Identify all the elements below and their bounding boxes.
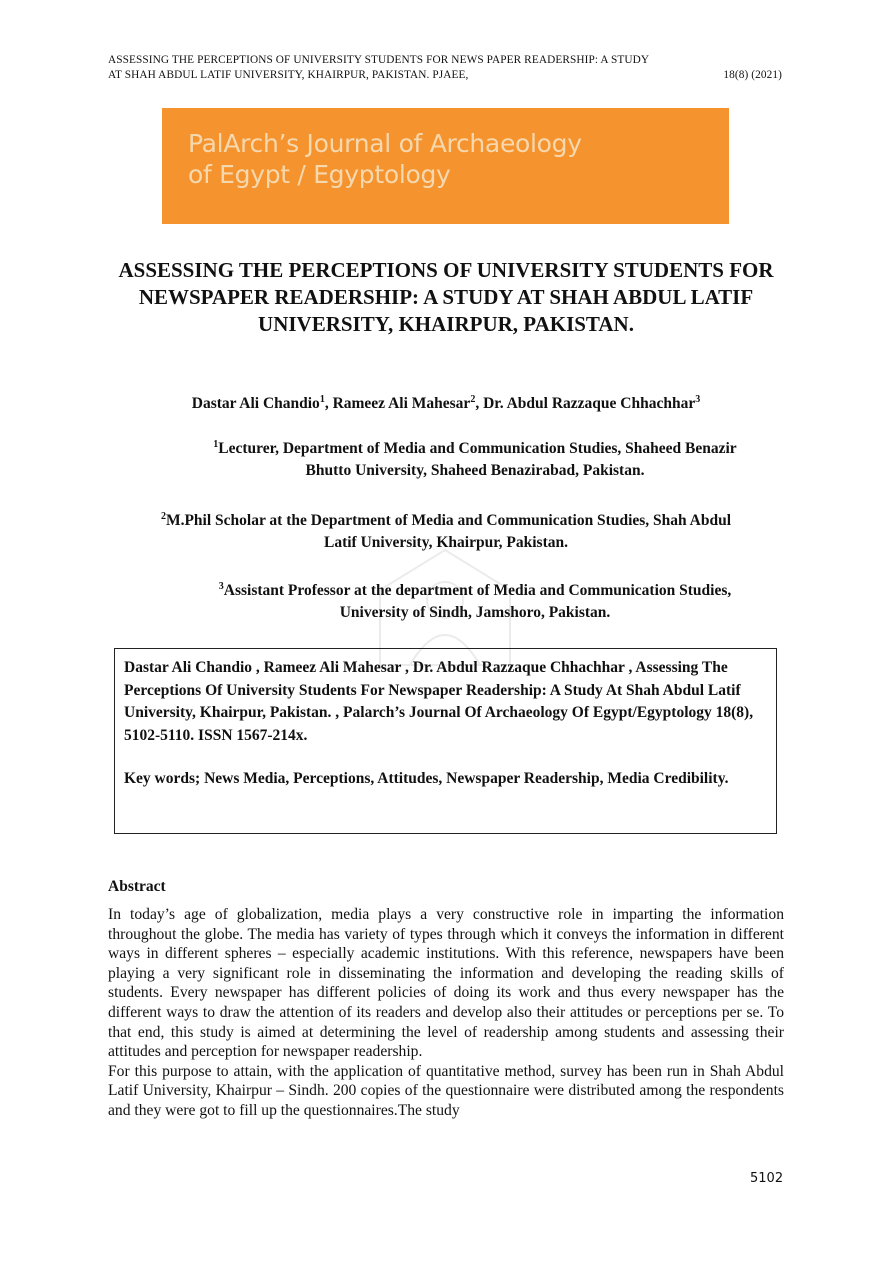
affiliation-marker: 2 [160,510,166,522]
page-number: 5102 [750,1171,784,1186]
citation-text: Dastar Ali Chandio , Rameez Ali Mahesar , Dr. Abdul Razzaque Chhachhar , Assessing The Perceptions Of University Students For Newspaper Readership: A Study At Shah Abdul Latif University, Khairpur, Pakistan. , Palarch’s Journal Of Archaeology Of Egypt/Egyptology 18(8), 5102-5110. ISSN 1567-214x. [124,659,754,744]
affiliation-line: University of Sindh, Jamshoro, Pakistan. [339,604,611,621]
affiliation-line: Latif University, Khairpur, Pakistan. [323,534,568,551]
author-name: Dastar Ali Chandio [191,395,320,412]
paper-title-line-1: ASSESSING THE PERCEPTIONS OF UNIVERSITY STUDENTS FOR [118,258,774,282]
author-affiliation-marker: 3 [695,393,701,405]
paper-title-line-2: NEWSPAPER READERSHIP: A STUDY AT SHAH ABDUL LATIF [138,285,754,309]
author-separator: , [324,395,333,412]
paper-title [108,257,784,338]
abstract-heading: Abstract [108,878,166,895]
affiliation-3 [160,580,790,624]
author-name: Dr. Abdul Razzaque Chhachhar [483,395,696,412]
citation-box [114,648,777,834]
abstract-body [108,905,784,1121]
journal-banner-line-2: of Egypt / Egyptology [188,160,451,189]
abstract-paragraph-1: In today’s age of globalization, media plays a very constructive role in imparting the information throughout the globe. The media has variety of types through which it conveys the information in different ways in different spheres – especially academic institutions. With this reference, newspapers have been playing a very significant role in disseminating the information and developing the reading skills of students. Every newspaper has different policies of doing its work and thus every newspaper has the different ways to draw the attention of its readers and develop also their attitudes or perceptions per se. To that end, this study is aimed at determining the level of readership among students and assessing their attitudes and perception for newspaper readership. [108,906,784,1061]
running-header-volume: 18(8) (2021) [723,69,782,81]
running-header-title-part-2: AT SHAH ABDUL LATIF UNIVERSITY, KHAIRPUR, PAKISTAN. PJAEE, [108,69,469,81]
running-header-line-1 [108,53,782,68]
author-separator: , [475,395,484,412]
journal-banner-text [188,128,582,190]
keywords: Key words; News Media, Perceptions, Attitudes, Newspaper Readership, Media Credibility. [124,770,729,787]
affiliation-1 [160,438,790,482]
affiliation-line: Lecturer, Department of Media and Communication Studies, Shaheed Benazir [218,440,737,457]
affiliation-marker: 3 [218,580,224,592]
author-affiliation-marker: 2 [470,393,476,405]
running-header-line-2 [108,68,782,83]
running-header [108,53,782,83]
affiliation-marker: 1 [213,438,219,450]
author-affiliation-marker: 1 [319,393,325,405]
author-name: Rameez Ali Mahesar [332,395,471,412]
abstract-paragraph-2: For this purpose to attain, with the application of quantitative method, survey has been run in Shah Abdul Latif University, Khairpur – Sindh. 200 copies of the questionnaire were distributed among the respondents and they were got to fill up the questionnaires.The study [108,1062,784,1119]
affiliation-line: Assistant Professor at the department of Media and Communication Studies, [223,582,732,599]
affiliation-line: M.Phil Scholar at the Department of Media and Communication Studies, Shah Abdul [165,512,732,529]
author-list [108,395,784,413]
journal-banner-logo [162,108,729,224]
paper-title-line-3: UNIVERSITY, KHAIRPUR, PAKISTAN. [258,312,634,336]
affiliation-line: Bhutto University, Shaheed Benazirabad, Pakistan. [305,462,645,479]
journal-banner-line-1: PalArch’s Journal of Archaeology [188,129,582,158]
running-header-title-part-1: ASSESSING THE PERCEPTIONS OF UNIVERSITY STUDENTS FOR NEWS PAPER READERSHIP: A STUDY [108,54,650,66]
